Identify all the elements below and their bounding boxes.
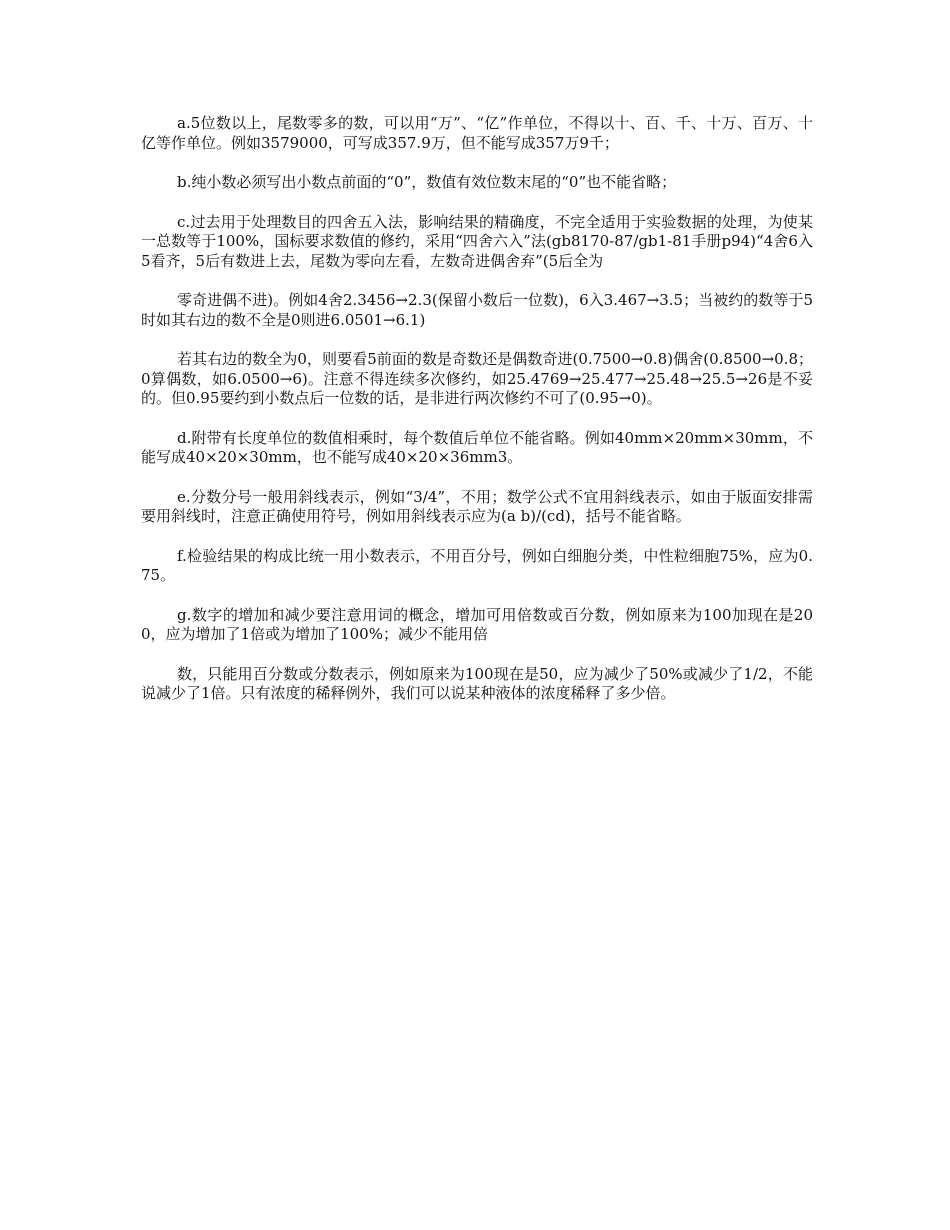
paragraph-e-fractions: e.分数分号一般用斜线表示，例如“3/4”，不用；数学公式不宜用斜线表示，如由于版面安排需要用斜线时，注意正确使用符号，例如用斜线表示应为(a b)/(cd)，括号不能省略。 (141, 487, 813, 525)
paragraph-g-increase-decrease: g.数字的增加和减少要注意用词的概念，增加可用倍数或百分数，例如原来为100加现在是200，应为增加了1倍或为增加了100%；减少不能用倍 (141, 605, 813, 643)
paragraph-c-rounding-rule: c.过去用于处理数目的四舍五入法，影响结果的精确度，不完全适用于实验数据的处理，为使某一总数等于100%，国标要求数值的修约，采用“四舍六入”法(gb8170-87/gb1-81手册p94)“4舍6入5看齐，5后有数进上去，尾数为零向左看，左数奇进偶舍弃”(5后全为 (141, 212, 813, 270)
paragraph-f-ratios: f.检验结果的构成比统一用小数表示，不用百分号，例如白细胞分类，中性粒细胞75%，应为0.75。 (141, 546, 813, 584)
paragraph-g-decrease-examples: 数，只能用百分数或分数表示，例如原来为100现在是50，应为减少了50%或减少了1/2，不能说减少了1倍。只有浓度的稀释例外，我们可以说某种液体的浓度稀释了多少倍。 (141, 664, 813, 702)
paragraph-a-large-numbers: a.5位数以上，尾数零多的数，可以用“万”、“亿”作单位，不得以十、百、千、十万、百万、十亿等作单位。例如3579000，可写成357.9万，但不能写成357万9千； (141, 114, 813, 152)
paragraph-c-rounding-examples: 零奇进偶不进)。例如4舍2.3456→2.3(保留小数后一位数)，6入3.467→3.5；当被约的数等于5时如其右边的数不全是0则进6.0501→6.1) (141, 291, 813, 329)
paragraph-b-decimal-zero: b.纯小数必须写出小数点前面的“0”，数值有效位数末尾的“0”也不能省略； (177, 173, 677, 191)
paragraph-d-units: d.附带有长度单位的数值相乘时，每个数值后单位不能省略。例如40mm×20mm×30mm，不能写成40×20×30mm，也不能写成40×20×36mm3。 (141, 428, 813, 466)
paragraph-c-rounding-zero-case: 若其右边的数全为0，则要看5前面的数是奇数还是偶数奇进(0.7500→0.8)偶舍(0.8500→0.8；0算偶数，如6.0500→6)。注意不得连续多次修约，如25.4769→25.477→25.48→25.5→26是不妥的。但0.95要约到小数点后一位数的话，是非进行两次修约不可了(0.95→0)。 (141, 350, 813, 407)
